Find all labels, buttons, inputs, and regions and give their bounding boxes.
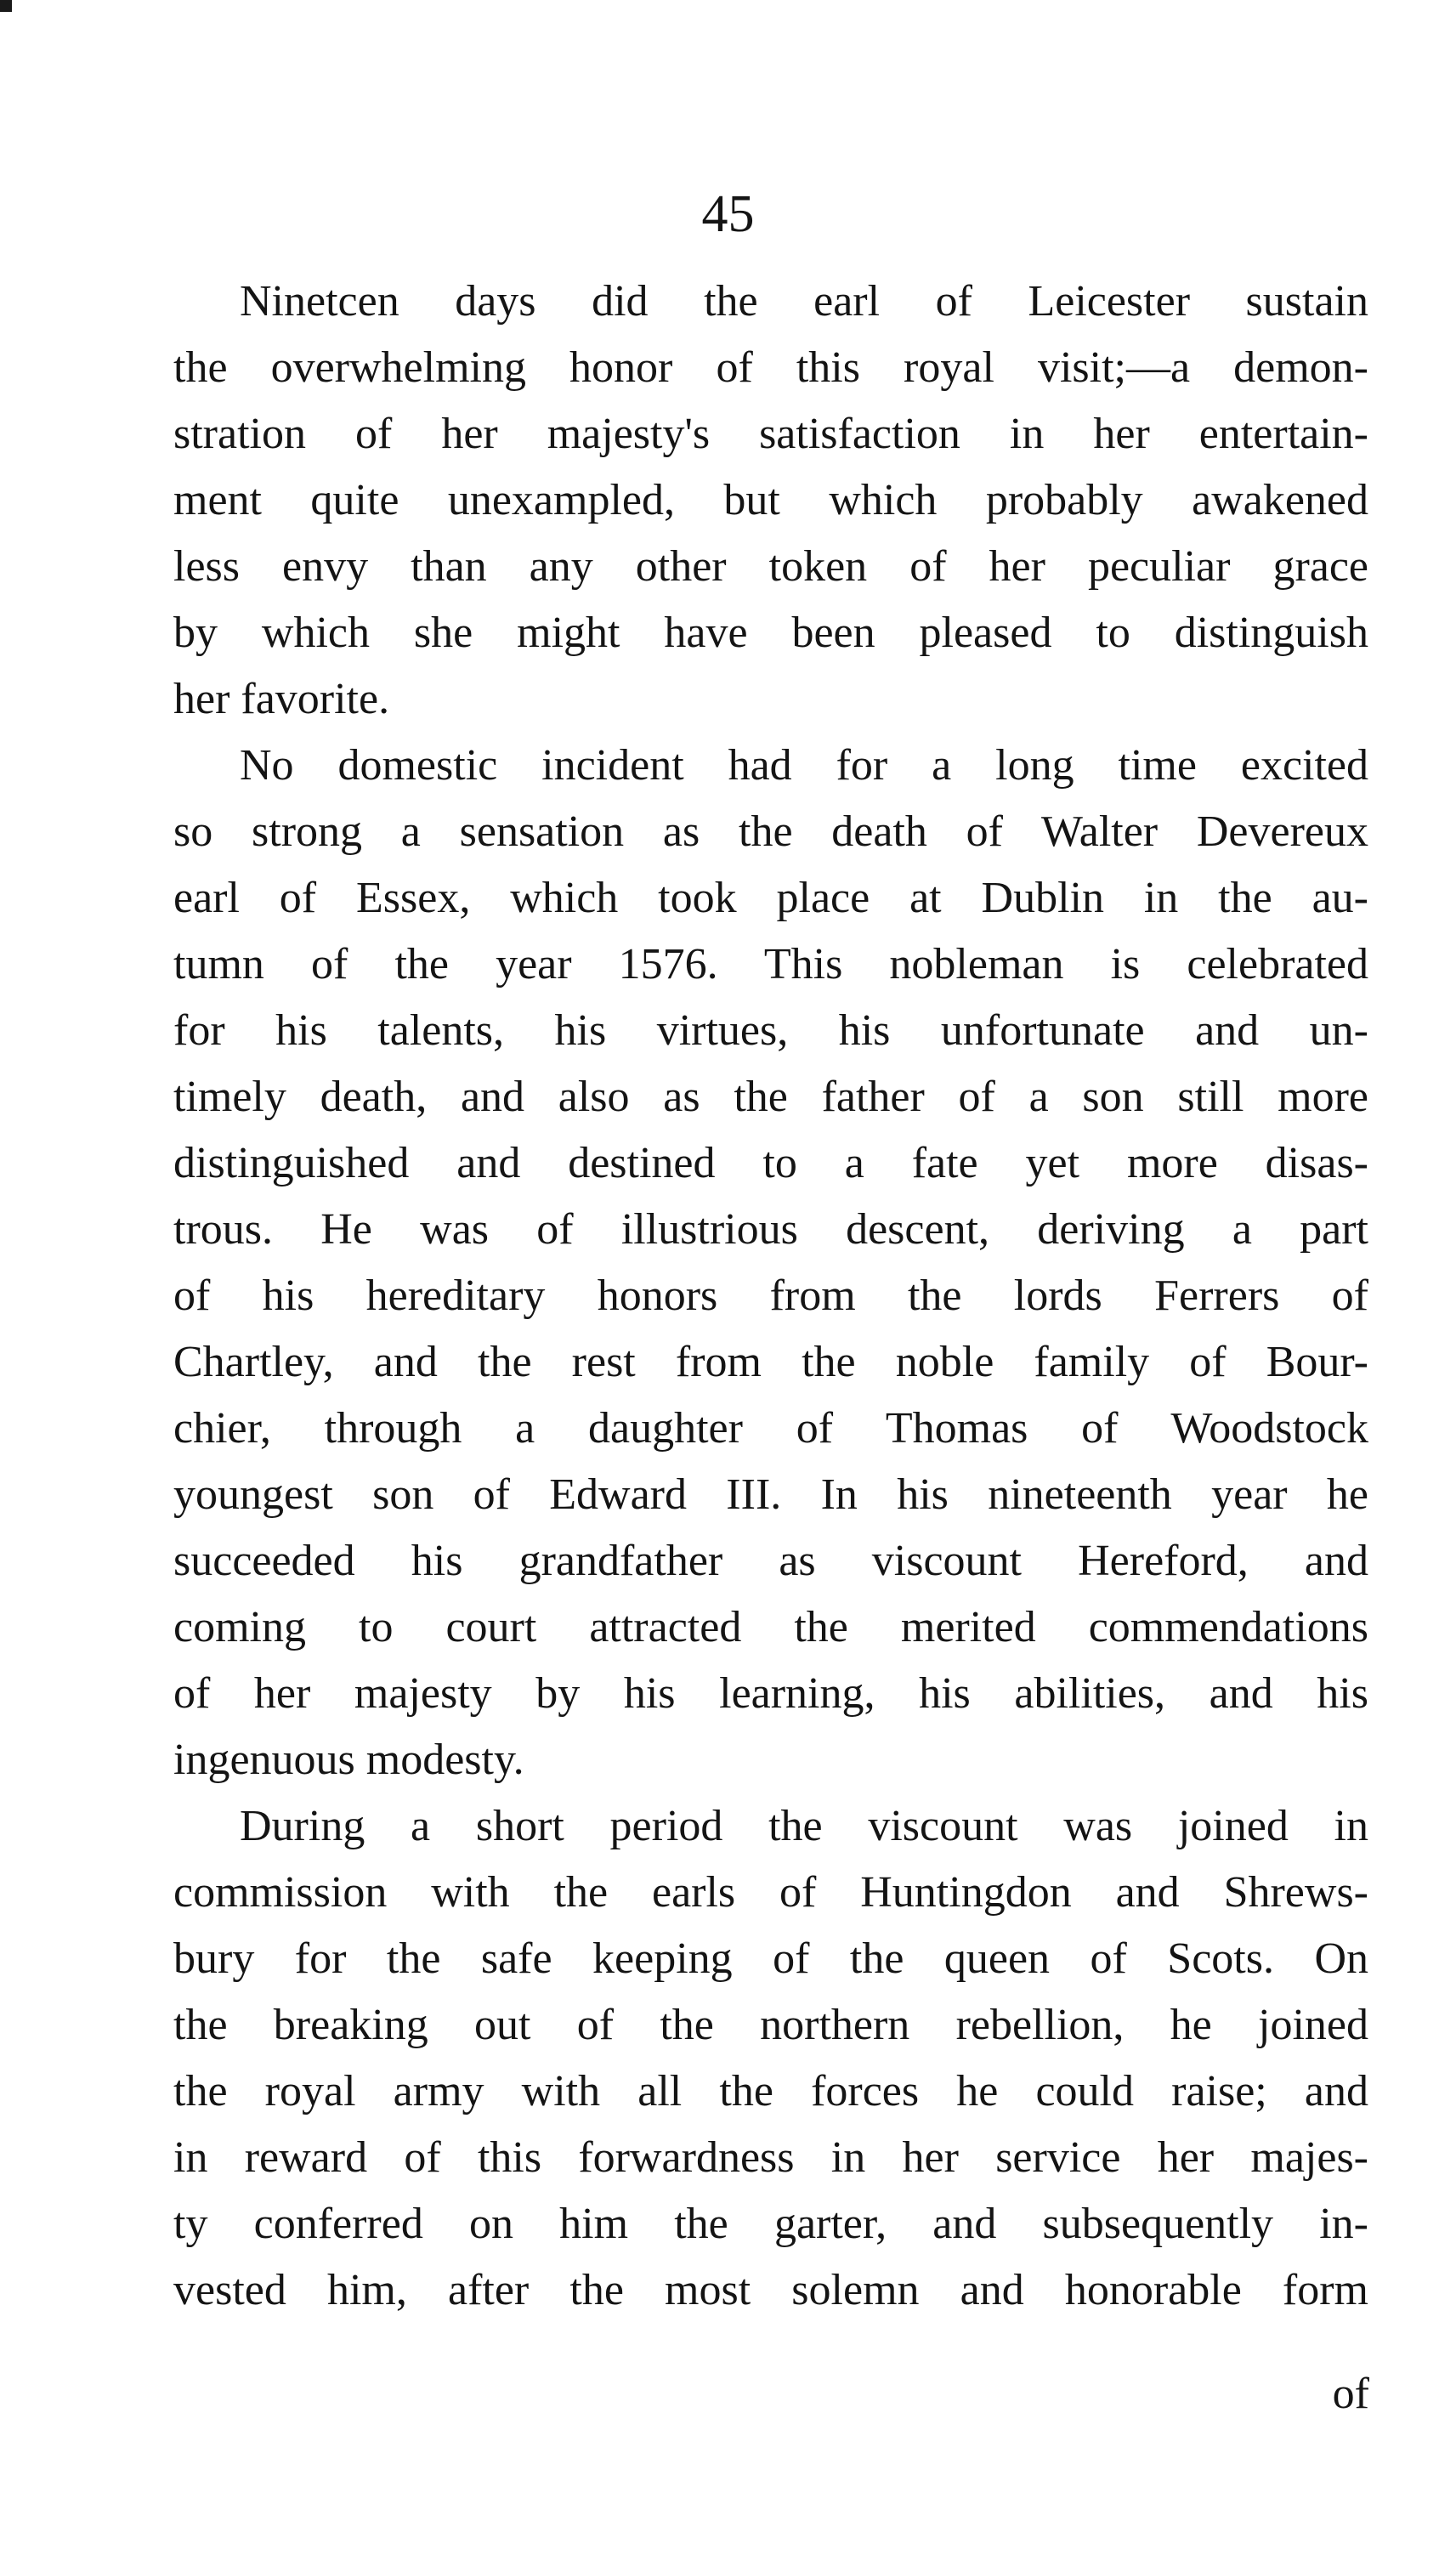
- text-line: commission with the earls of Huntingdon and Shrews-: [173, 1868, 1368, 1917]
- text-line: During a short period the viscount was joined in: [240, 1802, 1368, 1850]
- text-line: of his hereditary honors from the lords Ferrers of: [173, 1272, 1368, 1320]
- body-text: [173, 269, 1368, 2324]
- text-line: No domestic incident had for a long time excited: [240, 741, 1368, 790]
- text-line: the royal army with all the forces he could raise; and: [173, 2067, 1368, 2115]
- text-line: coming to court attracted the merited commendations: [173, 1603, 1368, 1651]
- paragraph-3: [173, 1793, 1368, 2324]
- text-line: the breaking out of the northern rebellion, he joined: [173, 2001, 1368, 2049]
- text-line: succeeded his grandfather as viscount Hereford, and: [173, 1537, 1368, 1585]
- text-line: earl of Essex, which took place at Dublin in the au-: [173, 874, 1368, 922]
- text-line: chier, through a daughter of Thomas of Woodstock: [173, 1404, 1368, 1453]
- text-line: for his talents, his virtues, his unfortunate and un-: [173, 1006, 1368, 1055]
- text-line: by which she might have been pleased to distinguish: [173, 609, 1368, 657]
- text-line: her favorite.: [173, 675, 390, 723]
- text-line: stration of her majesty's satisfaction in her entertain-: [173, 410, 1368, 458]
- text-line: tumn of the year 1576. This nobleman is celebrated: [173, 940, 1368, 988]
- scan-corner-mark: [0, 0, 12, 12]
- text-line: youngest son of Edward III. In his nineteenth year he: [173, 1470, 1368, 1519]
- text-line: the overwhelming honor of this royal visit;—a demon-: [173, 343, 1368, 392]
- text-line: bury for the safe keeping of the queen of Scots. On: [173, 1934, 1368, 1983]
- paragraph-2: [173, 733, 1368, 1793]
- catchword: of: [1332, 2370, 1369, 2418]
- text-line: Ninetcen days did the earl of Leicester sustain: [240, 277, 1368, 326]
- text-line: so strong a sensation as the death of Walter Devereux: [173, 807, 1368, 856]
- page-number: 45: [701, 185, 755, 243]
- text-line: ty conferred on him the garter, and subsequently in-: [173, 2200, 1368, 2248]
- text-line: vested him, after the most solemn and honorable form: [173, 2266, 1368, 2314]
- text-line: distinguished and destined to a fate yet more disas-: [173, 1139, 1368, 1187]
- text-line: of her majesty by his learning, his abilities, and his: [173, 1669, 1368, 1718]
- text-line: ment quite unexampled, but which probably awakened: [173, 476, 1368, 524]
- text-line: trous. He was of illustrious descent, deriving a part: [173, 1205, 1368, 1254]
- text-line: in reward of this forwardness in her service her majes-: [173, 2133, 1368, 2182]
- text-line: ingenuous modesty.: [173, 1736, 524, 1784]
- text-line: Chartley, and the rest from the noble family of Bour-: [173, 1338, 1368, 1386]
- text-line: less envy than any other token of her peculiar grace: [173, 542, 1368, 591]
- paragraph-1: [173, 269, 1368, 733]
- text-line: timely death, and also as the father of a son still more: [173, 1073, 1368, 1121]
